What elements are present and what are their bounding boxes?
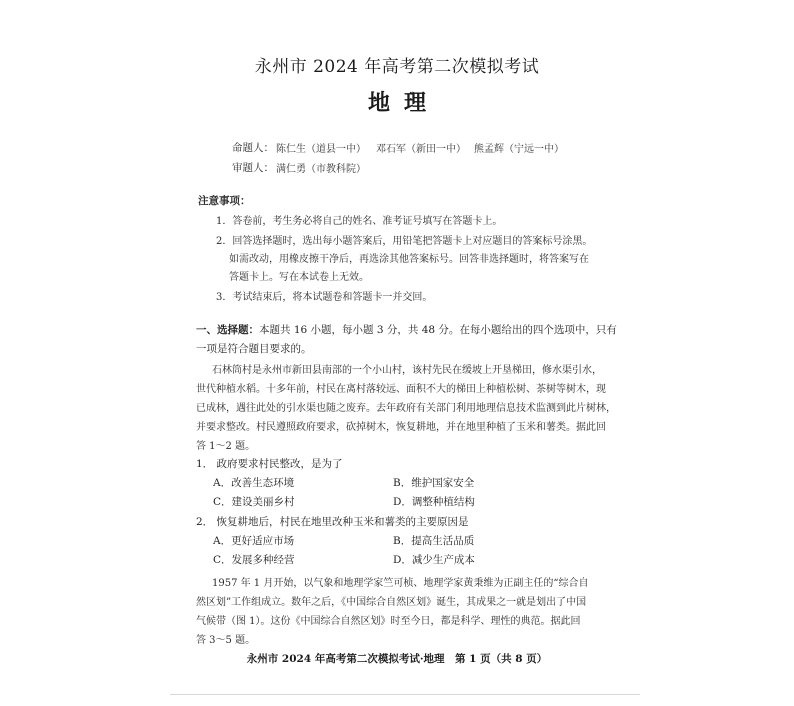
exam-title: 永州市 2024 年高考第二次模拟考试 [254,57,540,77]
section-1-heading-bold: 一、选择题： [196,324,259,336]
page-footer: 永州市 2024 年高考第二次模拟考试·地理 第 1 页（共 8 页） [246,653,548,665]
passage-1-line-2: 世代种植水稻。十多年前，村民在离村落较远、面积不大的梯田上种植松树、茶树等树木，现 [196,384,606,395]
passage-1-line-4: 并要求整改。村民遵照政府要求，砍掉树木，恢复耕地，并在地里种植了玉米和薯类。据此回 [196,422,606,433]
question-1-option-d: D．调整种植结构 [393,496,475,508]
proposers-label: 命题人： [232,142,274,154]
note-1: 1．答卷前，考生务必将自己的姓名、准考证号填写在答题卡上。 [216,216,503,227]
question-1-option-b: B．维护国家安全 [393,477,475,489]
passage-1-line-5: 答 1～2 题。 [196,441,256,452]
question-1-stem: 1． 政府要求村民整改，是为了 [196,458,343,470]
question-2-option-c: C．发展多种经营 [213,554,295,566]
passage-2-line-2: 然区划”工作组成立。数年之后，《中国综合自然区划》诞生，其成果之一就是划出了中国 [196,597,587,608]
proposer-3: 熊孟辉（宁远一中） [474,144,564,155]
question-1-option-c: C．建设美丽乡村 [213,496,295,508]
question-2-option-a: A．更好适应市场 [213,535,295,547]
passage-1-line-1: 石林筒村是永州市新田县南部的一个小山村，该村先民在缓坡上开垦梯田，修水渠引水， [212,365,602,376]
passage-2-line-4: 答 3～5 题。 [196,635,256,646]
question-2-option-b: B．提高生活品质 [393,535,475,547]
proposer-1: 陈仁生（道县一中） [276,144,366,155]
section-1-heading-rest: 本题共 16 小题，每小题 3 分，共 48 分。在每小题给出的四个选项中，只有 [259,324,617,336]
reviewer: 满仁勇（市教科院） [276,164,366,175]
passage-1-line-3: 已成林，遇往此处的引水渠也随之废弃。去年政府有关部门利用地理信息技术监测到此片树林， [196,403,616,414]
note-2-line-3: 答题卡上。写在本试卷上无效。 [229,272,369,283]
notes-heading: 注意事项： [198,195,251,207]
section-1-heading [196,322,617,337]
section-1-heading-line-2: 一项是符合题目要求的。 [196,343,312,355]
note-2-line-2: 如需改动，用橡皮擦干净后，再选涂其他答案标号。回答非选择题时，将答案写在 [229,254,589,265]
question-2-stem: 2． 恢复耕地后，村民在地里改种玉米和薯类的主要原因是 [196,516,469,528]
question-2-option-d: D．减少生产成本 [393,554,475,566]
passage-2-line-1: 1957 年 1 月开始，以气象和地理学家竺可桢、地理学家黄秉维为正副主任的“综合自 [212,578,589,589]
note-2-line-1: 2．回答选择题时，选出每小题答案后，用铅笔把答题卡上对应题目的答案标号涂黑。 [216,236,593,247]
question-1-option-a: A．改善生态环境 [213,477,295,489]
scan-edge-line [170,694,640,695]
reviewer-label: 审题人： [232,162,274,174]
note-3: 3．考试结束后，将本试题卷和答题卡一并交回。 [216,292,433,303]
passage-2-line-3: 气候带（图 1）。这份《中国综合自然区划》时至今日，都是科学、理性的典范。据此回 [196,616,581,627]
proposer-2: 邓石军（新田一中） [376,144,466,155]
subject-title: 地理 [367,90,440,116]
